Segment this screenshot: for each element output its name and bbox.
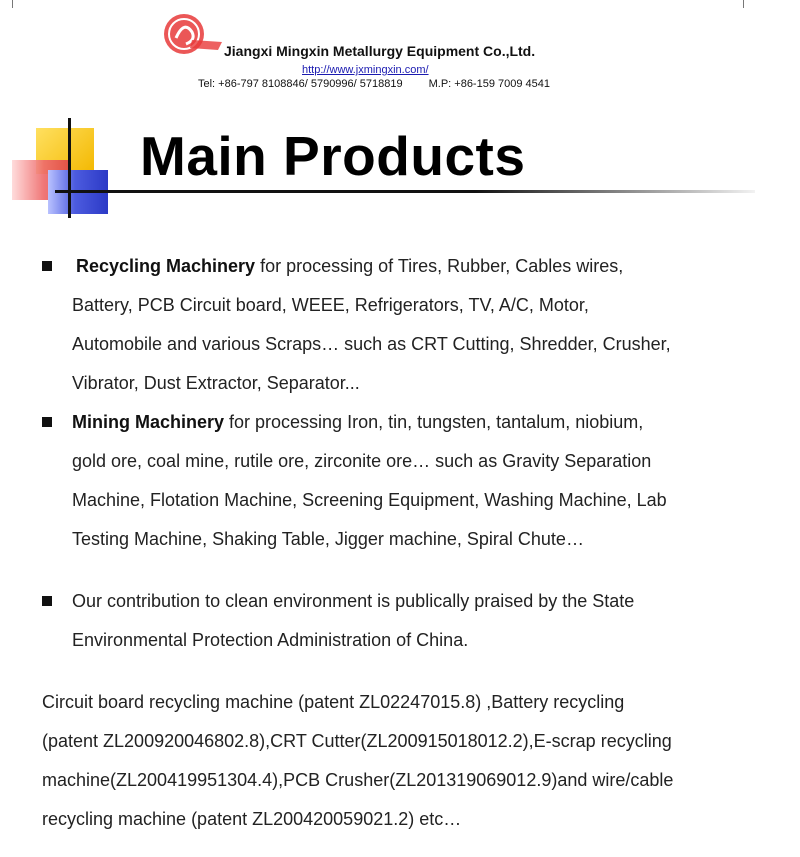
patent-line: recycling machine (patent ZL200420059021.2) etc… [42, 809, 462, 829]
company-logo [162, 10, 228, 60]
mobile-text: M.P: +86-159 7009 4541 [428, 78, 551, 90]
tel-text: Tel: +86-797 8108846/ 5790996/ 5718819 [198, 78, 403, 90]
company-name: Jiangxi Mingxin Metallurgy Equipment Co.,Ltd. [224, 43, 536, 59]
bullet-line: Our contribution to clean environment is publically praised by the State [72, 591, 635, 611]
bullet-line: Vibrator, Dust Extractor, Separator... [72, 373, 360, 393]
bullet-mining [42, 403, 762, 559]
bullet-square-icon [42, 417, 52, 427]
bullet-square-icon [42, 261, 52, 271]
patent-paragraph [42, 683, 673, 839]
bullet-recycling [42, 247, 762, 403]
title-underline [55, 190, 755, 193]
corner-mark-left [12, 0, 13, 8]
bullet-square-icon [42, 596, 52, 606]
bullet-line: Recycling Machinery for processing of Tires, Rubber, Cables wires, [76, 256, 624, 276]
bullet-line: Machine, Flotation Machine, Screening Equipment, Washing Machine, Lab [72, 490, 667, 510]
patent-line: Circuit board recycling machine (patent ZL02247015.8) ,Battery recycling [42, 692, 625, 712]
bullet-heading: Recycling Machinery [76, 256, 256, 276]
corner-mark-right [743, 0, 744, 8]
page-title: Main Products [140, 125, 526, 187]
contact-line [198, 78, 550, 90]
bullet-line: gold ore, coal mine, rutile ore, zirconite ore… such as Gravity Separation [72, 451, 652, 471]
patent-line: (patent ZL200920046802.8),CRT Cutter(ZL200915018012.2),E-scrap recycling [42, 731, 672, 751]
bullet-line: Battery, PCB Circuit board, WEEE, Refrigerators, TV, A/C, Motor, [72, 295, 589, 315]
bullet-line: Testing Machine, Shaking Table, Jigger machine, Spiral Chute… [72, 529, 584, 549]
decor-vertical-line [68, 118, 71, 218]
website-link[interactable]: http://www.jxmingxin.com/ [302, 64, 429, 76]
bullet-line: Mining Machinery for processing Iron, tin, tungsten, tantalum, niobium, [72, 412, 644, 432]
bullet-heading: Mining Machinery [72, 412, 225, 432]
bullet-line: Environmental Protection Administration of China. [72, 630, 469, 650]
bullet-environment [42, 582, 762, 660]
bullet-line: Automobile and various Scraps… such as CRT Cutting, Shredder, Crusher, [72, 334, 671, 354]
patent-line: machine(ZL200419951304.4),PCB Crusher(ZL201319069012.9)and wire/cable [42, 770, 674, 790]
